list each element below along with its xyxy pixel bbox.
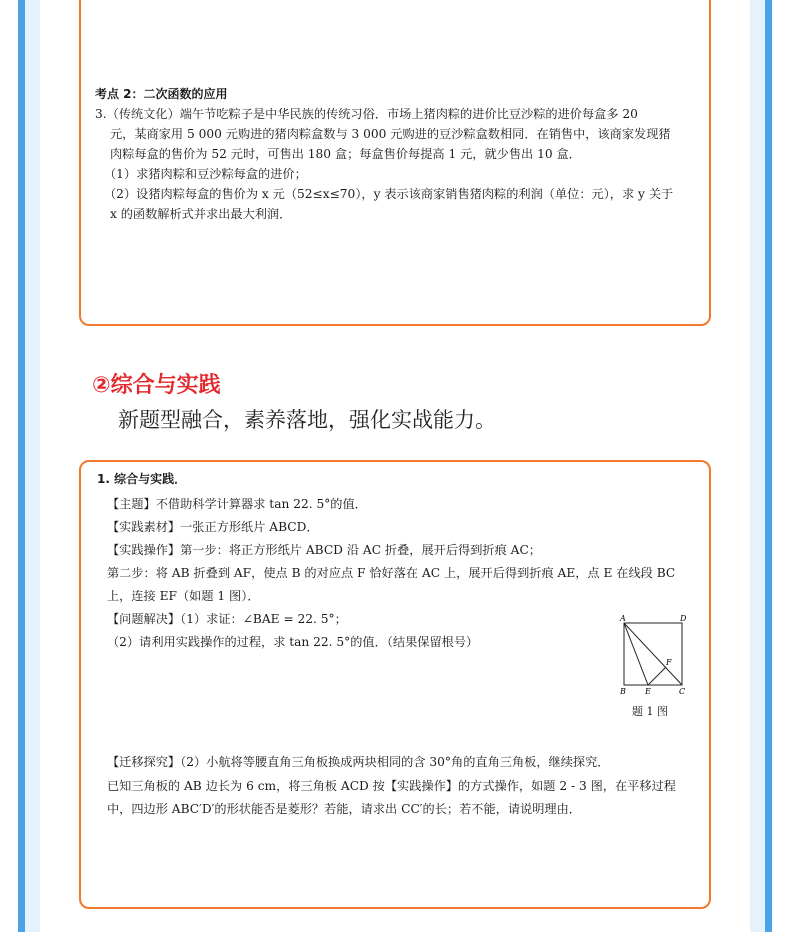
diagonal-ac	[624, 623, 682, 685]
question-line: 中，四边形 ABC′D′的形状能否是菱形？若能，请求出 CC′的长；若不能，请说明理由．	[107, 802, 581, 816]
question-line: 【实践素材】一张正方形纸片 ABCD．	[107, 520, 319, 534]
label-f: F	[666, 658, 672, 667]
question-line: 【实践操作】第一步：将正方形纸片 ABCD 沿 AC 折叠，展开后得到折痕 AC；	[107, 543, 541, 557]
figure-caption: 题 1 图	[632, 705, 668, 718]
question-line: 【主题】不借助科学计算器求 tan 22. 5°的值．	[107, 497, 367, 511]
question-line: 【迁移探究】（2）小航将等腰直角三角板换成两块相同的含 30°角的直角三角板，继续探究．	[107, 755, 610, 769]
segment-ef	[648, 667, 666, 685]
section-heading: ②综合与实践	[92, 373, 221, 398]
label-c: C	[679, 687, 686, 696]
section-subheading: 新题型融合，素养落地，强化实战能力。	[118, 408, 496, 432]
question-line: 第二步：将 AB 折叠到 AF，使点 B 的对应点 F 恰好落在 AC 上，展开后得到折痕 AE，点 E 在线段 BC	[107, 566, 676, 580]
question-line: 肉粽每盒的售价为 52 元时，可售出 180 盒；每盒售价每提高 1 元，就少售出 10 盒．	[110, 147, 581, 161]
question-line: （2）请利用实践操作的过程，求 tan 22. 5°的值．（结果保留根号）	[107, 635, 479, 649]
page-border-right	[738, 0, 790, 932]
question-line: 元，某商家用 5 000 元购进的猪肉粽盒数与 3 000 元购进的豆沙粽盒数相同．在销售中，该商家发现猪	[110, 127, 671, 141]
page-border-left	[0, 0, 52, 932]
label-e: E	[645, 687, 651, 696]
fold-ae	[624, 623, 648, 685]
kaodian-label: 考点 2：二次函数的应用	[95, 87, 228, 101]
label-a: A	[620, 614, 626, 623]
question-line: （2）设猪肉粽每盒的售价为 x 元（52≤x≤70），y 表示该商家销售猪肉粽的利润（单位：元），求 y 关于	[104, 187, 674, 201]
question-line: 【问题解决】（1）求证：∠BAE = 22. 5°；	[107, 612, 347, 626]
question-line: 已知三角板的 AB 边长为 6 cm，将三角板 ACD 按【实践操作】的方式操作，如题 2 - 3 图，在平移过程	[107, 779, 676, 793]
question-title: 1. 综合与实践．	[97, 472, 187, 486]
question-line: （1）求猪肉粽和豆沙粽每盒的进价；	[104, 167, 307, 181]
question-line: 3.（传统文化）端午节吃粽子是中华民族的传统习俗．市场上猪肉粽的进价比豆沙粽的进价每盒多 20	[95, 107, 638, 121]
label-b: B	[620, 687, 626, 696]
label-d: D	[680, 614, 687, 623]
question-line: x 的函数解析式并求出最大利润．	[110, 207, 292, 221]
question-line: 上，连接 EF（如题 1 图）．	[107, 589, 260, 603]
